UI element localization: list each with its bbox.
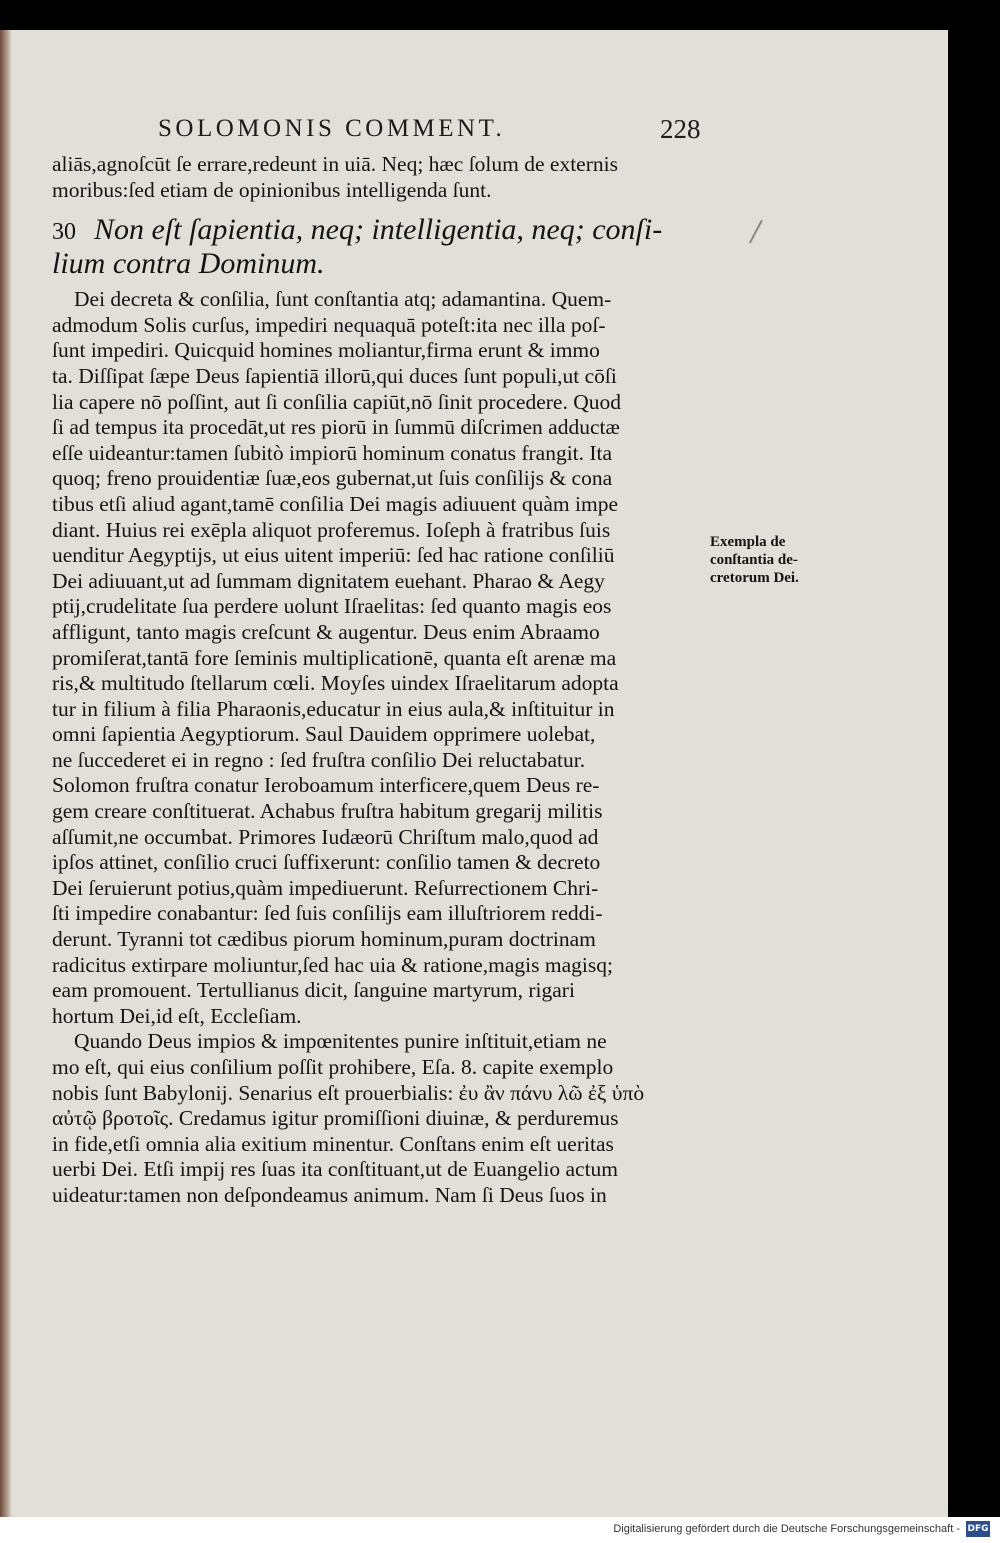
text-line: uideatur:tamen non deſpondeamus animum. Nam ſi Deus ſuos in [52,1182,607,1207]
margin-note-line: cretorum Dei. [710,570,799,586]
text-line: gem creare conſtituerat. Achabus fruſtra habitum gregarij militis [52,799,603,824]
text-line: diant. Huius rei exēpla aliquot proferemus. Ioſeph à fratribus ſuis [52,517,611,542]
text-line: radicitus extirpare moliuntur,ſed hac uia & ratione,magis magisq; [52,952,613,977]
text-line: admodum Solis curſus, impediri nequaquā poteſt:ita nec illa poſ- [52,312,606,337]
text-line: aſſumit,ne occumbat. Primores Iudæorū Chriſtum malo,quod ad [52,824,599,849]
verse-text-line: Non eſt ſapientia, neq; intelligentia, neq; conſi- [94,213,663,247]
text-line: ipſos attinet, conſilio cruci ſuffixerunt: conſilio tamen & decreto [52,850,601,875]
text-line: Quando Deus impios & impœnitentes punire inſtituit,etiam ne [74,1029,607,1054]
text-line: hortum Dei,id eſt, Eccleſiam. [52,1003,302,1028]
text-line: lia capere nō poſſint, aut ſi conſilia capiūt,nō ſinit procedere. Quod [52,389,621,414]
text-line: ſunt impediri. Quicquid homines moliantur,firma erunt & immo [52,338,600,363]
text-line: ta. Diſſipat ſæpe Deus ſapientiā illorū,qui duces ſunt populi,ut cōſi [52,363,617,388]
text-line: derunt. Tyranni tot cædibus piorum hominum,puram doctrinam [52,927,596,952]
verse-text-line: lium contra Dominum. [52,247,325,281]
text-line: tibus etſi aliud agant,tamē conſilia Dei magis adiuuent quàm impe [52,491,619,516]
text-line: nobis ſunt Babylonij. Senarius eſt prouerbialis: ἐυ ἂν πάνυ λῶ ἐξ ὑπὸ [52,1080,645,1105]
text-line: aliās,agnoſcūt ſe errare,redeunt in uiā. Neq; hæc ſolum de externis [52,152,618,176]
text-line: tur in filium à filia Pharaonis,educatur in eius aula,& inſtituitur in [52,696,615,721]
text-line: mo eſt, qui eius conſilium poſſit prohibere, Eſa. 8. capite exemplo [52,1055,614,1079]
funding-credit: Digitalisierung gefördert durch die Deutsche Forschungsgemeinschaft - [613,1523,960,1535]
main-text [52,152,712,1209]
text-line: uenditur Aegyptijs, ut eius uitent imperiū: ſed hac ratione conſiliū [52,543,615,568]
text-line: Dei ſeruierunt potius,quàm impediuerunt. Reſurrectionem Chri- [52,875,599,900]
text-line: quoq; freno prouidentiæ ſuæ,eos gubernat,ut ſuis conſilijs & cona [52,466,613,491]
text-line: omni ſapientia Aegyptiorum. Saul Dauidem opprimere uolebat, [52,722,596,747]
paragraph-1 [52,287,712,1029]
text-line: ne ſuccederet ei in regno : ſed fruſtra conſilio Dei reluctabatur. [52,747,586,772]
text-line: uerbi Dei. Etſi impij res ſuas ita conſtituant,ut de Euangelio actum [52,1157,619,1182]
text-line: ris,& multitudo ſtellarum cœli. Moyſes uindex Iſraelitarum adopta [52,671,619,696]
text-line: affligunt, tanto magis creſcunt & augentur. Deus enim Abraamo [52,619,600,644]
text-line: moribus:ſed etiam de opinionibus intelligenda ſunt. [52,177,492,202]
page-number: 228 [660,114,701,144]
text-line: ſi ad tempus ita procedāt,ut res piorū in ſummū diſcrimen adductæ [52,415,620,440]
text-line: Dei decreta & conſilia, ſunt conſtantia atq; adamantina. Quem- [74,287,612,312]
margin-note-line: Exempla de [710,534,786,550]
margin-note [710,533,830,587]
text-line: ptij,crudelitate ſua perdere uolunt Iſraelitas: ſed quanto magis eos [52,594,612,619]
text-line: Solomon fruſtra conatur Ieroboamum interficere,quem Deus re- [52,773,600,798]
text-line: αὐτῷ βροτοῖς. Credamus igitur promiſſioni diuinæ, & perduremus [52,1106,619,1131]
verse-number: 30 [52,219,76,246]
text-line: eſſe uideantur:tamen ſubitò impiorū hominum conatus frangit. Ita [52,440,613,465]
dfg-logo-icon: DFG [966,1521,990,1537]
verse-heading [52,213,712,281]
text-line: Dei adiuuant,ut ad ſummam dignitatem euehant. Pharao & Aegy [52,568,605,593]
margin-note-line: conſtantia de- [710,552,798,568]
page-spine-shadow [0,30,12,1517]
text-line: eam promouent. Tertullianus dicit, ſanguine martyrum, rigari [52,978,575,1003]
text-line: promiſerat,tantā fore ſeminis multiplicationē, quanta eſt arenæ ma [52,645,617,670]
paragraph-2 [52,1029,712,1208]
text-line: in fide,etſi omnia alia exitium minentur. Conſtans enim eſt ueritas [52,1131,614,1156]
text-line: ſti impedire conabantur: ſed ſuis conſilijs eam illuſtriorem reddi- [52,901,603,926]
running-title: SOLOMONIS COMMENT. [158,115,506,142]
